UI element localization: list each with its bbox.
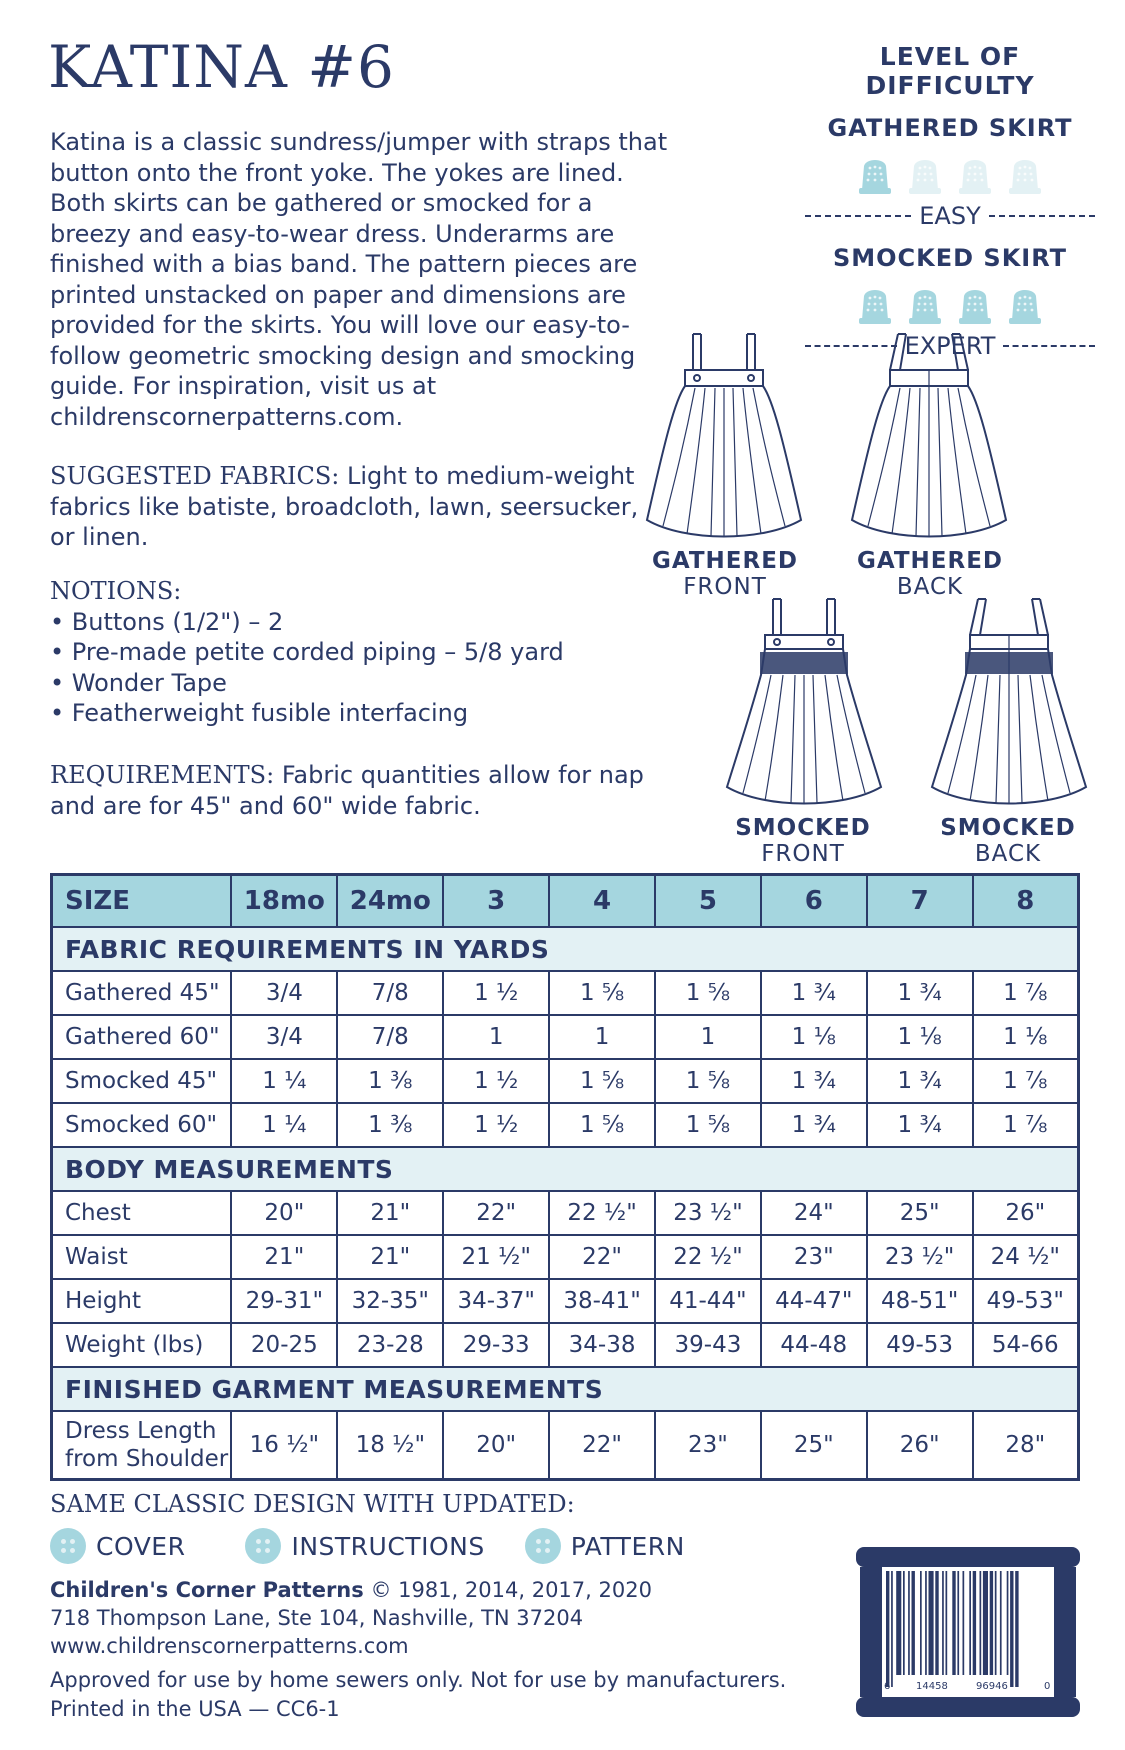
table-cell: 1 ⅝ — [655, 1103, 761, 1147]
size-header-row — [52, 875, 1079, 928]
table-cell: 34-38 — [549, 1323, 655, 1367]
table-cell: 44-48 — [761, 1323, 867, 1367]
row-label: Gathered 60" — [52, 1015, 232, 1059]
gathered-back-illustration — [850, 330, 1008, 546]
table-cell: 1 ⅝ — [655, 971, 761, 1015]
table-cell: 1 ¾ — [867, 1059, 973, 1103]
smocked-skirt-label: SMOCKED SKIRT — [832, 244, 1068, 272]
publisher-name: Children's Corner Patterns — [50, 1578, 364, 1602]
table-row — [52, 1411, 1079, 1480]
row-label: Height — [52, 1279, 232, 1323]
barcode-digits-2: 96946 — [976, 1681, 1008, 1692]
table-cell: 1 — [549, 1015, 655, 1059]
table-cell: 41-44" — [655, 1279, 761, 1323]
table-cell: 1 ½ — [443, 971, 549, 1015]
barcode-digits-1: 14458 — [916, 1681, 948, 1692]
gathered-level-text: EASY — [919, 202, 981, 230]
table-cell: 1 ⅛ — [973, 1015, 1079, 1059]
size-header-cell: 6 — [761, 875, 867, 928]
fabrics-text: Light to medium-weight fabrics like batiste, broadcloth, lawn, seersucker, or linen. — [50, 462, 639, 551]
table-cell: 1 ⅝ — [549, 1103, 655, 1147]
requirements-label: REQUIREMENTS: — [50, 761, 275, 789]
table-cell: 1 ⅞ — [973, 971, 1079, 1015]
size-header-label: SIZE — [52, 875, 232, 928]
smocked-front-caption: SMOCKED FRONT — [735, 815, 871, 867]
updated-cover-label: COVER — [96, 1531, 186, 1561]
thimble-icon — [1004, 284, 1046, 326]
difficulty-heading: LEVEL OF DIFFICULTY — [865, 42, 1035, 100]
table-row — [52, 1191, 1079, 1235]
table-cell: 48-51" — [867, 1279, 973, 1323]
updated-cover — [50, 1528, 185, 1564]
table-cell: 23-28 — [337, 1323, 443, 1367]
thimble-icon — [954, 284, 996, 326]
size-header-cell: 18mo — [231, 875, 337, 928]
gathered-front-illustration — [645, 330, 803, 546]
smocked-back-illustration — [930, 595, 1088, 814]
updated-heading: SAME CLASSIC DESIGN WITH UPDATED: — [50, 1490, 575, 1518]
section-title: BODY MEASUREMENTS — [52, 1147, 1079, 1191]
size-header-cell: 7 — [867, 875, 973, 928]
suggested-fabrics — [50, 461, 640, 553]
table-cell: 1 ¾ — [761, 1103, 867, 1147]
table-cell: 1 ⅞ — [973, 1103, 1079, 1147]
section-header-row — [52, 927, 1079, 971]
updated-pattern-label: PATTERN — [570, 1531, 685, 1561]
smocked-back-caption: SMOCKED BACK — [940, 815, 1076, 867]
table-cell: 22" — [549, 1411, 655, 1480]
table-cell: 1 — [443, 1015, 549, 1059]
table-cell: 1 ½ — [443, 1059, 549, 1103]
gathered-level — [805, 202, 1095, 230]
row-label: Waist — [52, 1235, 232, 1279]
row-label: Smocked 60" — [52, 1103, 232, 1147]
table-row — [52, 1103, 1079, 1147]
size-header-cell: 24mo — [337, 875, 443, 928]
table-row — [52, 1279, 1079, 1323]
size-header-cell: 4 — [549, 875, 655, 928]
gathered-skirt-label: GATHERED SKIRT — [827, 114, 1073, 142]
notions — [50, 576, 650, 729]
thimble-icon — [904, 154, 946, 196]
table-cell: 23 ½" — [655, 1191, 761, 1235]
publisher-info — [50, 1576, 652, 1660]
table-cell: 26" — [867, 1411, 973, 1480]
table-cell: 1 ¼ — [231, 1059, 337, 1103]
legal-notice — [50, 1666, 786, 1724]
table-cell: 32-35" — [337, 1279, 443, 1323]
section-title: FABRIC REQUIREMENTS IN YARDS — [52, 927, 1079, 971]
table-cell: 54-66 — [973, 1323, 1079, 1367]
table-cell: 1 ⅞ — [973, 1059, 1079, 1103]
section-title: FINISHED GARMENT MEASUREMENTS — [52, 1367, 1079, 1411]
table-cell: 1 ⅜ — [337, 1103, 443, 1147]
gathered-front-caption: GATHERED FRONT — [651, 548, 799, 600]
table-cell: 22" — [443, 1191, 549, 1235]
size-header-cell: 8 — [973, 875, 1079, 928]
table-cell: 1 ⅝ — [549, 971, 655, 1015]
requirements-text: Fabric quantities allow for nap and are for 45" and 60" wide fabric. — [50, 761, 644, 820]
table-cell: 1 ¾ — [867, 971, 973, 1015]
table-cell: 1 ¾ — [761, 971, 867, 1015]
table-cell: 38-41" — [549, 1279, 655, 1323]
row-label: Chest — [52, 1191, 232, 1235]
publisher-copyright: © 1981, 2014, 2017, 2020 — [363, 1578, 652, 1602]
updated-instructions — [245, 1528, 484, 1564]
table-cell: 26" — [973, 1191, 1079, 1235]
table-row — [52, 1015, 1079, 1059]
table-cell: 3/4 — [231, 1015, 337, 1059]
table-cell: 1 ¼ — [231, 1103, 337, 1147]
publisher-web: www.childrenscornerpatterns.com — [50, 1634, 409, 1658]
table-cell: 1 ¾ — [867, 1103, 973, 1147]
barcode-digit-right: 0 — [1044, 1681, 1051, 1692]
table-cell: 18 ½" — [337, 1411, 443, 1480]
section-header-row — [52, 1147, 1079, 1191]
legal-line-1: Approved for use by home sewers only. Not for use by manufacturers. — [50, 1668, 787, 1692]
gathered-back-caption: GATHERED BACK — [856, 548, 1004, 600]
table-cell: 23" — [655, 1411, 761, 1480]
table-cell: 24 ½" — [973, 1235, 1079, 1279]
table-cell: 20" — [231, 1191, 337, 1235]
notion-item: • Wonder Tape — [50, 668, 650, 699]
table-row — [52, 1235, 1079, 1279]
table-cell: 1 ⅛ — [761, 1015, 867, 1059]
updated-items — [50, 1528, 685, 1564]
intro-paragraph: Katina is a classic sundress/jumper with straps that button onto the front yoke. The yokes are lined. Both skirts can be gathered or smocked for a breezy and easy-to-wear dress. Underarms are finished with a bias band. The pattern pieces are printed unstacked on paper and dimensions are provided for the skirts. You will love our easy-to-follow geometric smocking design and smocking guide. For inspiration, visit us at childrenscornerpatterns.com. — [50, 128, 668, 431]
size-header-cell: 5 — [655, 875, 761, 928]
thimble-icon — [854, 154, 896, 196]
pattern-title: KATINA #6 — [48, 33, 395, 101]
smocked-level-text: EXPERT — [904, 332, 996, 360]
gathered-thimble-rating — [805, 154, 1095, 196]
notion-item: • Pre-made petite corded piping – 5/8 yard — [50, 637, 650, 668]
table-cell: 34-37" — [443, 1279, 549, 1323]
notion-item: • Buttons (1/2") – 2 — [50, 607, 650, 638]
table-cell: 3/4 — [231, 971, 337, 1015]
table-cell: 22 ½" — [549, 1191, 655, 1235]
publisher-address: 718 Thompson Lane, Ste 104, Nashville, TN 37204 — [50, 1606, 584, 1630]
table-cell: 28" — [973, 1411, 1079, 1480]
table-cell: 22 ½" — [655, 1235, 761, 1279]
table-cell: 20-25 — [231, 1323, 337, 1367]
table-cell: 1 ⅝ — [655, 1059, 761, 1103]
thimble-icon — [1004, 154, 1046, 196]
smocked-front-illustration — [725, 595, 883, 814]
row-label: Weight (lbs) — [52, 1323, 232, 1367]
updated-instructions-label: INSTRUCTIONS — [291, 1531, 485, 1561]
smocked-thimble-rating — [805, 284, 1095, 326]
table-cell: 22" — [549, 1235, 655, 1279]
table-cell: 1 ⅝ — [549, 1059, 655, 1103]
table-cell: 1 ½ — [443, 1103, 549, 1147]
table-cell: 1 ⅛ — [867, 1015, 973, 1059]
size-chart-table — [50, 873, 1080, 1481]
table-cell: 49-53 — [867, 1323, 973, 1367]
table-cell: 7/8 — [337, 1015, 443, 1059]
button-icon — [245, 1528, 281, 1564]
fabrics-label: SUGGESTED FABRICS: — [50, 462, 340, 490]
table-cell: 16 ½" — [231, 1411, 337, 1480]
table-cell: 29-31" — [231, 1279, 337, 1323]
table-cell: 23" — [761, 1235, 867, 1279]
table-row — [52, 1323, 1079, 1367]
table-cell: 20" — [443, 1411, 549, 1480]
table-cell: 21" — [231, 1235, 337, 1279]
button-icon — [50, 1528, 86, 1564]
requirements — [50, 760, 650, 821]
table-cell: 29-33 — [443, 1323, 549, 1367]
table-cell: 21" — [337, 1235, 443, 1279]
notions-list — [50, 607, 650, 729]
thimble-icon — [854, 284, 896, 326]
notions-label: NOTIONS: — [50, 577, 182, 605]
updated-pattern — [525, 1528, 685, 1564]
table-cell: 23 ½" — [867, 1235, 973, 1279]
row-label: Gathered 45" — [52, 971, 232, 1015]
section-header-row — [52, 1367, 1079, 1411]
size-header-cell: 3 — [443, 875, 549, 928]
thimble-icon — [954, 154, 996, 196]
legal-line-2: Printed in the USA — CC6-1 — [50, 1697, 340, 1721]
table-cell: 1 — [655, 1015, 761, 1059]
table-cell: 21 ½" — [443, 1235, 549, 1279]
row-label: Dress Length from Shoulder — [52, 1411, 232, 1480]
table-cell: 25" — [867, 1191, 973, 1235]
table-cell: 21" — [337, 1191, 443, 1235]
button-icon — [525, 1528, 561, 1564]
barcode-digit-left: 6 — [884, 1681, 891, 1692]
table-cell: 7/8 — [337, 971, 443, 1015]
barcode-spool — [856, 1547, 1080, 1717]
table-cell: 1 ⅜ — [337, 1059, 443, 1103]
table-row — [52, 971, 1079, 1015]
thimble-icon — [904, 284, 946, 326]
table-row — [52, 1059, 1079, 1103]
table-cell: 1 ¾ — [761, 1059, 867, 1103]
table-cell: 49-53" — [973, 1279, 1079, 1323]
table-cell: 44-47" — [761, 1279, 867, 1323]
table-cell: 25" — [761, 1411, 867, 1480]
table-cell: 24" — [761, 1191, 867, 1235]
table-cell: 39-43 — [655, 1323, 761, 1367]
notion-item: • Featherweight fusible interfacing — [50, 698, 650, 729]
row-label: Smocked 45" — [52, 1059, 232, 1103]
difficulty-panel — [805, 42, 1095, 360]
